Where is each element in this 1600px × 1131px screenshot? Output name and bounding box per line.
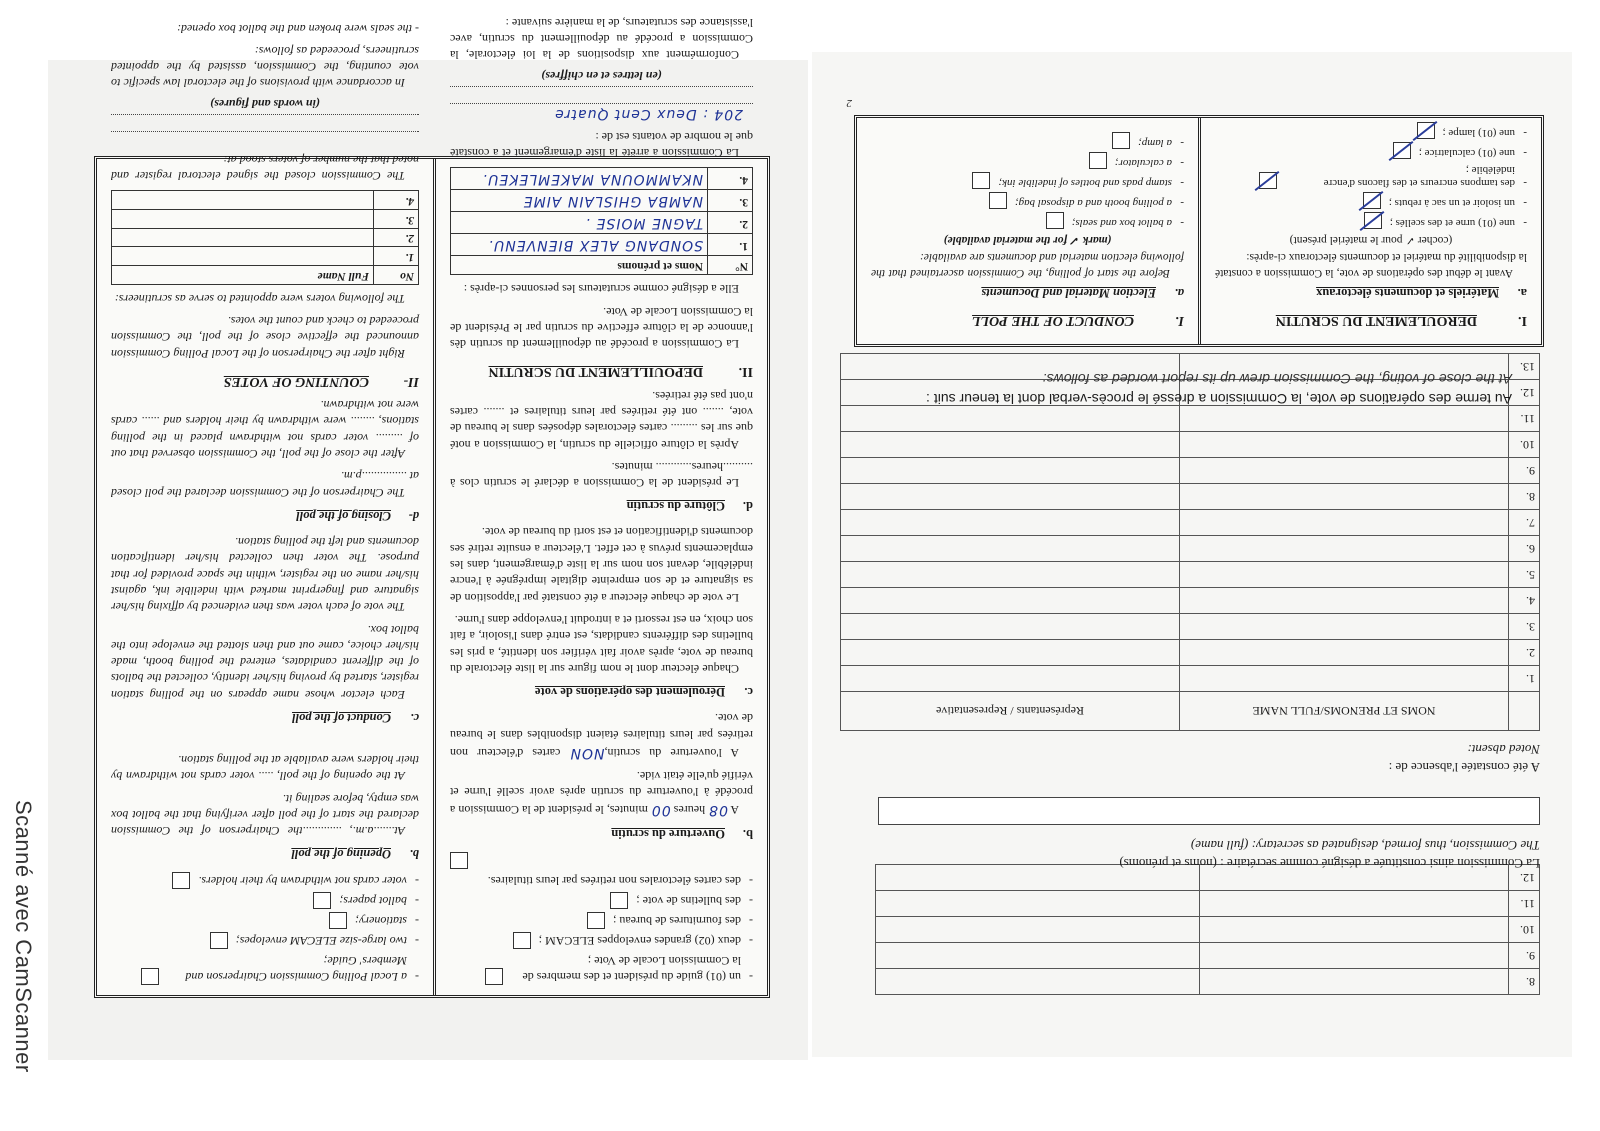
opening-minutes-field[interactable]: 00 [650, 802, 671, 819]
absent-name-cell[interactable] [1180, 406, 1509, 432]
checklist-item: - des bulletins de vote ; [450, 892, 753, 909]
checklist-item: - a polling booth and a disposal bag; [871, 192, 1184, 209]
table-row: 10. [876, 917, 1540, 943]
checkbox[interactable] [1089, 152, 1107, 169]
table-row: 11. [841, 406, 1540, 432]
section-heading-c: c.Conduct of the poll [292, 710, 419, 725]
checkbox[interactable] [1046, 212, 1064, 229]
table-row: 7. [841, 510, 1540, 536]
checkbox[interactable] [1364, 212, 1382, 229]
fr-column-left-page [436, 15, 767, 995]
paragraph: La Commission a arrêté la liste d'émargement et a constaté que le nombre de votants est de : [450, 129, 753, 161]
table-header: No Full Name [112, 265, 419, 284]
checklist-item: - une (01) calculatrice ; [1215, 142, 1527, 159]
checklist-item: - des fournitures de bureau ; [450, 912, 753, 929]
absent-rep-cell[interactable] [841, 614, 1180, 640]
scrutineer-name-field[interactable] [112, 228, 374, 247]
checklist-item: - deux (02) grandes enveloppes ELECAM ; [450, 932, 753, 949]
secretary-label-fr: La Commission ainsi constituée a désigné comme secrétaire : (noms et prénoms) [1119, 856, 1540, 871]
absent-rep-cell[interactable] [841, 484, 1180, 510]
absent-name-cell[interactable] [1180, 640, 1509, 666]
checkbox[interactable] [1259, 172, 1277, 189]
checkbox[interactable] [989, 192, 1007, 209]
absent-members-table [840, 353, 1540, 731]
table-row: 2. [112, 228, 419, 247]
left-page-frame [94, 15, 770, 998]
checklist-item: - une (01) lampe ; [1215, 122, 1527, 139]
cards-available-paragraph: A l'ouverture du scrutin,NON cartes d'électeur non retirées par leurs titulaires étaient disponibles dans le bureau de vote. [449, 711, 753, 761]
secretary-label-en: The Commission, thus formed, designated as secretary: (full name) [1190, 838, 1540, 853]
checkbox[interactable] [587, 912, 605, 929]
member-role-cell[interactable] [876, 969, 1200, 995]
checklist-item: - ballot papers; [111, 892, 419, 909]
paragraph: After the close of the poll, the Commission observed that out of ......... voter cards not withdrawn placed in the polling stations, ........ were withdrawn by their holders and ...... cards were not withdrawn. [111, 398, 419, 462]
table-row: 1. [841, 666, 1540, 692]
voters-count-field[interactable] [111, 131, 419, 146]
table-row: 8. [841, 484, 1540, 510]
member-role-cell[interactable] [876, 917, 1200, 943]
paragraph: The Chairperson of the Commission declared the poll closed at ...............p.m. [111, 469, 419, 500]
table-row: 2. [841, 640, 1540, 666]
checkbox[interactable] [485, 968, 503, 985]
scrutineer-name-field[interactable]: SONDANG ALEX BIENVENU. [451, 234, 708, 256]
section-heading-ii: II-COUNTING OF VOTES [223, 373, 419, 389]
paragraph: Chaque électeur dont le nom figure sur la liste électorale du bureau de vote, après avoir fait vérifier son identité, a pris les bulletins des différents candidats, est entré dans l'isoloir, a fait son choix, en est ressorti et a introduit l'enveloppe dans l'urne. [450, 613, 753, 676]
paragraph: At.......a.m., .............the Chairperson of the Commission declared the start of the poll after verifying that the ballot box was empty, before sealing it. [111, 791, 419, 839]
table-row: 6. [841, 536, 1540, 562]
scrutineer-name-field[interactable] [112, 210, 374, 229]
checkbox[interactable] [1112, 132, 1130, 149]
section-heading-i: I.CONDUCT OF THE POLL [972, 313, 1184, 328]
checkbox[interactable] [972, 172, 990, 189]
fr-pre-list [450, 852, 753, 985]
checkbox[interactable] [210, 932, 228, 949]
checklist-item: - a ballot box and seals; [871, 212, 1184, 229]
members-table [875, 864, 1540, 995]
table-row: 9. [841, 458, 1540, 484]
paragraph: The following voters were appointed to serve as scrutineers: [114, 291, 405, 306]
absent-name-cell[interactable] [1180, 510, 1509, 536]
paragraph: Le vote de chaque électeur a été constaté par l'apposition de sa signature et de son empreinte digitale imprégnée à l'encre indélébile, devant son nom sur la liste d'émargement, dans les emplacements prévus à cet effet. L'électeur a ensuite retiré ses documents d'identification et est sorti du bureau de vote. [450, 525, 753, 605]
member-name-cell[interactable] [1200, 969, 1509, 995]
paragraph: Avant le début des opérations de vote, la Commission a constaté la disponibilité du matériel et documents électoraux ci-après: [1215, 251, 1527, 279]
absent-rep-cell[interactable] [841, 562, 1180, 588]
checkbox[interactable] [513, 932, 531, 949]
hint: (mark ✓ for the material available) [943, 233, 1112, 246]
table-row: 10. [841, 432, 1540, 458]
paragraph: La Commission a procédé au dépouillement du scrutin dès l'annonce de la clôture effective du scrutin par le Président de la Commission Locale de Vote. [450, 304, 753, 352]
checkbox[interactable] [1363, 192, 1381, 209]
cards-available-field[interactable]: NON [569, 744, 605, 761]
dotted-line [111, 114, 419, 129]
paragraph: - the seals were broken and the ballot box opened: [176, 21, 419, 36]
table-row: 5. [841, 562, 1540, 588]
table-row: 11. [876, 891, 1540, 917]
scrutineer-name-field[interactable] [112, 191, 374, 210]
absent-rep-cell[interactable] [841, 458, 1180, 484]
table-row: 12. [876, 865, 1540, 891]
absent-rep-cell[interactable] [841, 588, 1180, 614]
table-row: 4. [841, 588, 1540, 614]
paragraph: In accordance with provisions of the electoral law specific to vote counting, the Commission, assisted by the appointed scrutineers, proceeded as follows: [111, 43, 419, 91]
table-row: 1. SONDANG ALEX BIENVENU. [451, 234, 753, 256]
member-role-cell[interactable] [876, 943, 1200, 969]
checkbox[interactable] [141, 968, 159, 985]
paragraph: The vote of each voter was then evidenced by affixing his/her signature and fingerprint marked with indelible ink, against his/her name on the register, within the space provided for that purpose. The voter then collected his/her identification documents and left the polling station. [111, 535, 419, 615]
checklist-item: - une (01) urne et des scellés ; [1215, 212, 1527, 229]
checklist-item: - des cartes électorales non retirées par leurs titulaires. [487, 874, 753, 889]
absent-name-cell[interactable] [1180, 614, 1509, 640]
paragraph: At the opening of the poll, ..... voter cards not withdrawn by their holders were available at the polling station. [111, 753, 419, 784]
absent-rep-cell[interactable] [841, 640, 1180, 666]
absent-rep-cell[interactable] [841, 536, 1180, 562]
en-material-checklist [871, 132, 1184, 229]
caption: (in words and figures) [210, 96, 320, 111]
checklist-item: - stamp pads and bottles of indelible ink; [871, 172, 1184, 189]
scrutineers-table [450, 167, 753, 275]
en-column-right-page [857, 118, 1201, 344]
section-heading-d: d.Clôture du scrutin [626, 499, 753, 514]
conduct-of-poll-frame [854, 115, 1544, 347]
table-row: 3. NAMBA GHISLAIN AIME [451, 190, 753, 212]
table-row: 4. NKAMMOUNA MAKEMLEKEU. [451, 168, 753, 190]
caption: (en lettres et en chiffres) [541, 68, 662, 83]
section-heading-b: b.Ouverture du scrutin [611, 827, 753, 842]
dotted-line [450, 86, 753, 101]
checkbox[interactable] [450, 852, 468, 869]
table-header: NOMS ET PRENOMS/FULL NAME Représentants / Representative [841, 692, 1540, 731]
hint: (cocher ✓ pour le matériel présent) [1289, 233, 1453, 246]
checklist-item: - a lamp; [871, 132, 1184, 149]
checklist-item: - un (01) guide du président et des membres de la Commission Locale de Vote ; [450, 952, 753, 985]
table-row: 9. [876, 943, 1540, 969]
section-heading-i: I.DEROULEMENT DU SCRUTIN [1275, 313, 1527, 328]
table-row: 12. [841, 380, 1540, 406]
checkbox[interactable] [172, 872, 190, 889]
paragraph: Each elector whose name appears on the polling station register, started by proving his/her identity, collected the ballots of the different candidates, entered the polling booth, made his/her choice, came out and then slotted the envelope into the ballot box. [111, 622, 419, 702]
right-page-content [812, 52, 1572, 1057]
voters-count-field[interactable]: 204 : Deux Cent Quatre [450, 103, 753, 123]
fr-material-checklist [1215, 122, 1527, 229]
scrutineers-table [111, 190, 419, 284]
table-row: 2. TAGNE MOISE . [451, 212, 753, 234]
checklist-item: - stationery; [111, 912, 419, 929]
checkbox[interactable] [329, 912, 347, 929]
left-page-content [48, 15, 808, 1060]
checkbox[interactable] [313, 892, 331, 909]
member-name-cell[interactable] [1200, 943, 1509, 969]
checklist-item: - des tampons encreurs et des flacons d'encre indélébile ; [1215, 162, 1527, 189]
paragraph: Conformément aux dispositions de la loi électorale, la Commission a procédé au dépouillement du scrutin, avec l'assistance des scrutateurs, de la manière suivante : [450, 15, 753, 63]
subsection-heading-a: a.Election Material and Documents [981, 285, 1184, 300]
paragraph: Before the start of polling, the Commission ascertained that the following election material and documents are available: [871, 251, 1184, 279]
member-role-cell[interactable] [876, 891, 1200, 917]
scrutineer-name-field[interactable] [112, 247, 374, 266]
table-row: 1. [112, 247, 419, 266]
report-intro-fr: Au terme des opérations de vote, la Commission a dressé le procès-verbal dont la teneur suit : [926, 391, 1512, 407]
right-page [812, 52, 1572, 1057]
absent-rep-cell[interactable] [841, 406, 1180, 432]
table-row: 8. [876, 969, 1540, 995]
checkbox[interactable] [1417, 122, 1435, 139]
scrutineer-name-field[interactable]: TAGNE MOISE . [451, 212, 708, 234]
camscanner-watermark: Scanné avec CamScanner [11, 800, 36, 1073]
absent-rep-cell[interactable] [841, 432, 1180, 458]
fr-column-right-page [1201, 118, 1541, 344]
table-row: 3. [112, 210, 419, 229]
checkbox[interactable] [1393, 142, 1411, 159]
scrutineer-name-field[interactable]: NAMBA GHISLAIN AIME [451, 190, 708, 212]
opening-hour-field[interactable]: 08 [708, 802, 728, 819]
absent-name-cell[interactable] [1180, 458, 1509, 484]
table-header: N° Noms et prénoms [451, 256, 753, 275]
en-pre-list [111, 872, 419, 985]
checklist-item: - voter cards not withdrawn by their holders. [111, 872, 419, 889]
section-heading-c: c.Déroulement des opérations de vote [534, 685, 753, 699]
opening-time-paragraph: A 08 heures 00 minutes, le président de la Commission a procédé à l'ouverture du scrutin après avoir scellé l'urne et vérifié qu'elle était vide. [449, 768, 753, 819]
left-page [48, 15, 808, 1060]
absent-name-cell[interactable] [1180, 588, 1509, 614]
page-number: 2 [846, 97, 852, 109]
absent-rep-cell[interactable] [841, 666, 1180, 692]
checklist-item: - two large-size ELECAM envelopes; [111, 932, 419, 949]
table-row: 4. [112, 191, 419, 210]
checkbox[interactable] [610, 892, 628, 909]
paragraph: The Commission closed the signed electoral register and noted that the number of voters stood at: [111, 153, 419, 184]
secretary-name-field[interactable] [878, 797, 1540, 825]
checklist-item: - un isoloir et un sac à rebuts ; [1215, 192, 1527, 209]
paragraph: Le président de la Commission a déclaré le scrutin clos à ..........heures............ minutes. [450, 459, 753, 491]
absent-name-cell[interactable] [1180, 536, 1509, 562]
en-column-left-page [97, 21, 436, 995]
member-name-cell[interactable] [1200, 891, 1509, 917]
section-heading-ii: II.DEPOUILLEMENT DU SCRUTIN [488, 364, 753, 380]
table-row: 3. [841, 614, 1540, 640]
checklist-item: - a calculator; [871, 152, 1184, 169]
checklist-item: - a Local Polling Commission Chairperson and Members' Guide; [111, 952, 419, 985]
section-heading-d: d-Closing of the poll [296, 508, 419, 523]
absent-name-cell[interactable] [1180, 432, 1509, 458]
paragraph: Elle a désigné comme scrutateurs les personnes ci-après : [463, 282, 739, 297]
absent-name-cell[interactable] [1180, 484, 1509, 510]
paragraph: Après la clôture officielle du scrutin, la Commission a noté que sur les ......... cartes électorales déposées dans le bureau de vote, ....... ont été retirées par leurs titulaires et ....... cartes n'ont pas été retirées. [450, 388, 753, 452]
subsection-heading-a: a.Matériels et documents électoraux [1316, 285, 1527, 300]
section-heading-b: b.Opening of the poll [291, 847, 419, 862]
absent-rep-cell[interactable] [841, 510, 1180, 536]
table-row: 13. [841, 354, 1540, 380]
scrutineer-name-field[interactable]: NKAMMOUNA MAKEMLEKEU. [451, 168, 708, 190]
absent-name-cell[interactable] [1180, 562, 1509, 588]
member-name-cell[interactable] [1200, 917, 1509, 943]
absence-label-fr: A été constatée l'absence de : [1388, 760, 1540, 775]
absent-name-cell[interactable] [1180, 666, 1509, 692]
report-intro-en: At the close of voting, the Commission drew up its report worded as follows: [1042, 371, 1512, 387]
absence-label-en: Noted absent: [1467, 742, 1540, 757]
paragraph: Right after the Chairperson of the Local Polling Commission announced the effective close of the poll, the Commission proceeded to check and count the votes. [111, 314, 419, 361]
